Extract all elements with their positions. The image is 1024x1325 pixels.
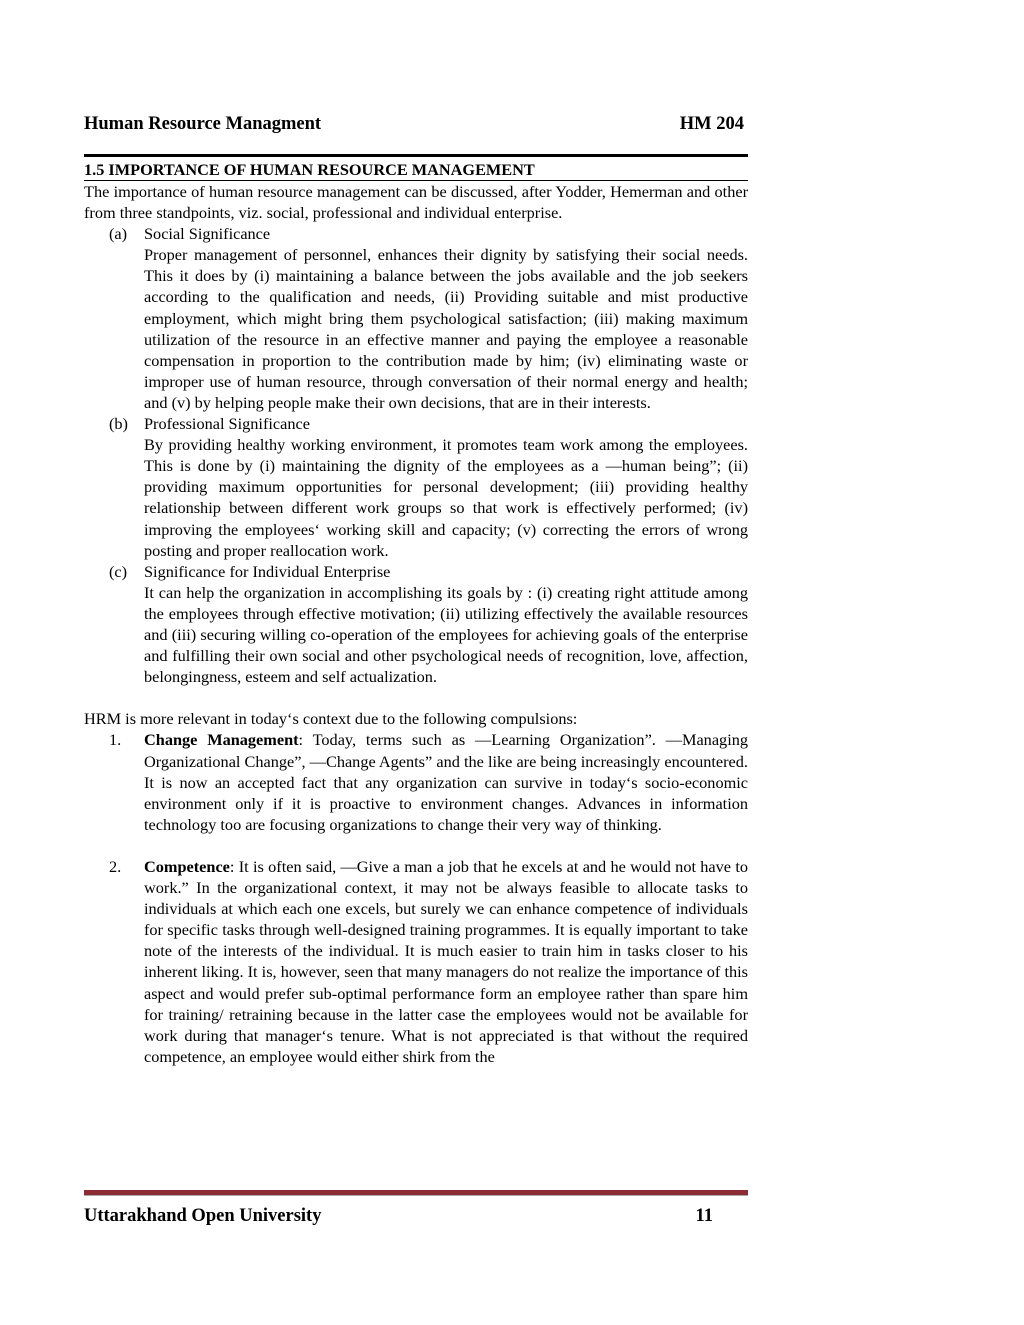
page-number: 11 (695, 1206, 713, 1226)
list-item-text: Proper management of personnel, enhances their dignity by satisfying their social needs. This it does by (i) maintaining a balance between the jobs available and the job seekers according to the qualification and needs, (ii) Providing suitable and mist productive employment, which might bring them psychological satisfaction; (iii) making maximum utilization of the resource in an effective manner and paying the employee a reasonable compensation in proportion to the contribution made by him; (iv) eliminating waste or improper use of human resource, through conversation of their normal energy and health; and (v) by helping people make their own decisions, that are in their interests. (144, 245, 748, 412)
footer-rule (84, 1190, 748, 1196)
significance-list (84, 223, 748, 687)
list-marker: 1. (109, 730, 122, 750)
list-marker: (b) (109, 414, 128, 434)
list-item-body: : Today, terms such as ―Learning Organization”. ―Managing Organizational Change”, ―Change Agents” and the like are being increasingly encountered. It is now an accepted fact that any organization can survive in today‘s socio-economic environment only if it is proactive to environment changes. Advances in information technology too are focusing organizations to change their very way of thinking. (144, 730, 748, 834)
compulsions-list (84, 729, 748, 1067)
list-item-title: Significance for Individual Enterprise (144, 561, 391, 581)
list-item-text (144, 729, 748, 834)
page-footer (84, 1190, 748, 1227)
list-item-body: : It is often said, ―Give a man a job that he excels at and he would not have to work.” In the organizational context, it may not be always feasible to allocate tasks to individuals at which each one excels, but surely we can enhance competence of individuals for specific tasks through well-designed training programmes. It is equally important to take note of the interests of the individual. It is much easier to train him in tasks closer to his inherent liking. It is, however, seen that many managers do not realize the importance of this aspect and would prefer sub-optimal performance form an employee rather than spare him for training/ retraining because in the latter case the employees would not be available for work during that manager‘s tenure. What is not appreciated is that without the required competence, an employee would either shirk from the (144, 857, 748, 1066)
relevance-lead: HRM is more relevant in today‘s context due to the following compulsions: (84, 709, 578, 729)
header-rule (84, 154, 748, 157)
list-marker: 2. (109, 857, 122, 876)
list-item (84, 729, 748, 834)
running-header (84, 112, 748, 154)
list-item (84, 223, 748, 413)
section-heading: 1.5 IMPORTANCE OF HUMAN RESOURCE MANAGEMENT (84, 160, 748, 181)
list-marker: (c) (109, 561, 128, 581)
section-intro: The importance of human resource management can be discussed, after Yodder, Hemerman and other from three standpoints, viz. social, professional and individual enterprise. (84, 182, 748, 223)
page-content (84, 112, 748, 1067)
list-item (84, 561, 748, 688)
list-item-text: By providing healthy working environment, it promotes team work among the employees. This is done by (i) maintaining the dignity of the employees as a ―human being”; (ii) providing maximum opportunities for personal development; (iii) providing healthy relationship between different work groups so that work is effectively performed; (iv) improving the employees‘ working skill and capacity; (v) correcting the errors of wrong posting and proper reallocation work. (144, 435, 748, 560)
list-marker: (a) (109, 224, 128, 244)
list-item (84, 856, 748, 1067)
list-item-title: Professional Significance (144, 414, 310, 434)
list-item-text: It can help the organization in accomplishing its goals by : (i) creating right attitude among the employees through effective motivation; (ii) utilizing effectively the available resources and (iii) securing willing co-operation of the employees for achieving goals of the enterprise and fulfilling their own social and other psychological needs of recognition, love, affection, belongingness, esteem and self actualization. (144, 582, 748, 687)
list-item-term: Change Management (144, 730, 299, 750)
footer-university: Uttarakhand Open University (84, 1206, 322, 1226)
list-item (84, 413, 748, 561)
list-item-text (144, 856, 748, 1067)
header-course-code: HM 204 (679, 114, 744, 134)
list-item-term: Competence (144, 857, 230, 876)
header-title: Human Resource Managment (84, 114, 322, 134)
list-item-title: Social Significance (144, 224, 271, 244)
